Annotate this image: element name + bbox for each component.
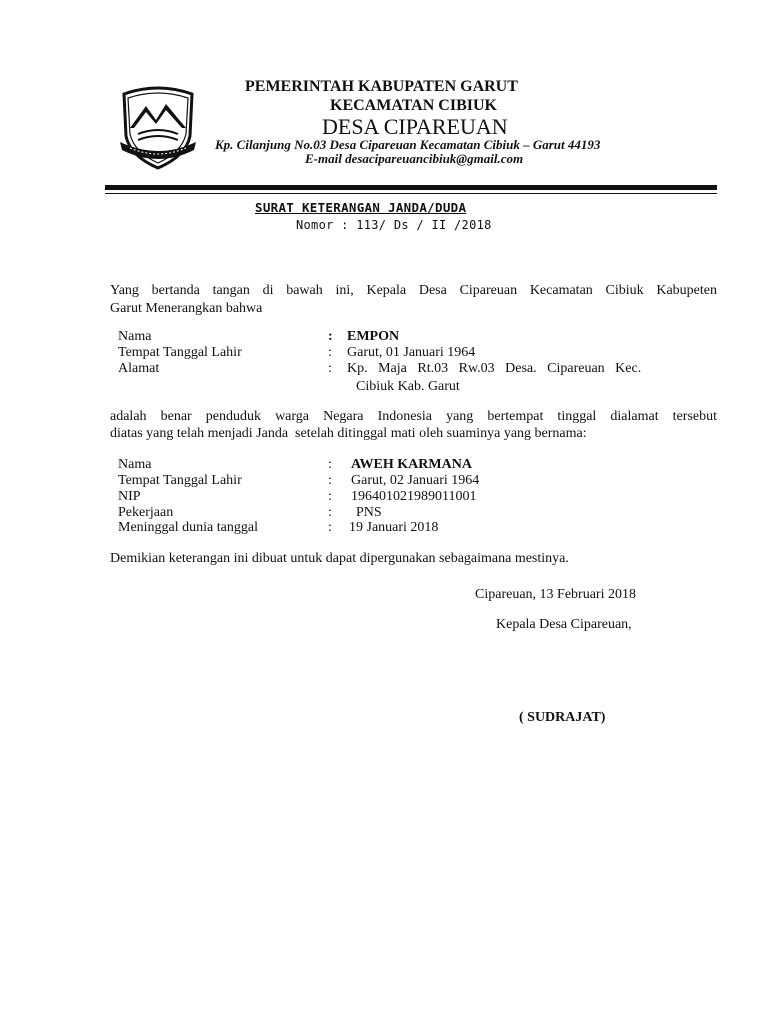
spouse-job-label: Pekerjaan bbox=[118, 505, 174, 520]
spouse-name-colon: : bbox=[328, 457, 332, 472]
document-title: SURAT KETERANGAN JANDA/DUDA bbox=[255, 200, 467, 215]
person-birth-colon: : bbox=[328, 345, 332, 360]
spouse-job-value: PNS bbox=[356, 505, 382, 520]
letterhead-village: DESA CIPAREUAN bbox=[322, 114, 508, 139]
person-address-value-line2: Cibiuk Kab. Garut bbox=[356, 379, 460, 394]
statement-line-1: adalah benar penduduk warga Negara Indonesia yang bertempat tinggal dialamat tersebut bbox=[110, 409, 717, 424]
letterhead-address: Kp. Cilanjung No.03 Desa Cipareuan Kecamatan Cibiuk – Garut 44193 bbox=[215, 137, 601, 152]
garut-regency-emblem-icon bbox=[116, 84, 200, 170]
letterhead-email: E-mail desacipareuancibiuk@gmail.com bbox=[305, 151, 524, 166]
spouse-nip-colon: : bbox=[328, 489, 332, 504]
intro-line-2: Garut Menerangkan bahwa bbox=[110, 301, 263, 316]
letterhead-government: PEMERINTAH KABUPATEN GARUT bbox=[245, 78, 518, 95]
spouse-death-label: Meninggal dunia tanggal bbox=[118, 520, 258, 535]
letterhead-district: KECAMATAN CIBIUK bbox=[330, 97, 497, 114]
person-name-colon: : bbox=[328, 329, 333, 344]
spouse-birth-label: Tempat Tanggal Lahir bbox=[118, 473, 242, 488]
person-name-value: EMPON bbox=[347, 329, 400, 344]
letterhead-divider-thin bbox=[105, 193, 717, 194]
person-birth-value: Garut, 01 Januari 1964 bbox=[347, 345, 476, 360]
person-address-label: Alamat bbox=[118, 361, 160, 376]
signature-position: Kepala Desa Cipareuan, bbox=[496, 617, 632, 632]
spouse-nip-value: 196401021989011001 bbox=[351, 489, 477, 504]
person-address-value-line1: Kp. Maja Rt.03 Rw.03 Desa. Cipareuan Kec. bbox=[347, 361, 642, 376]
spouse-death-value: 19 Januari 2018 bbox=[349, 520, 439, 535]
spouse-death-colon: : bbox=[328, 520, 332, 535]
signature-name: ( SUDRAJAT) bbox=[519, 710, 606, 725]
signature-place-date: Cipareuan, 13 Februari 2018 bbox=[475, 587, 636, 602]
closing-statement: Demikian keterangan ini dibuat untuk dapat dipergunakan sebagaimana mestinya. bbox=[110, 551, 569, 566]
spouse-birth-colon: : bbox=[328, 473, 332, 488]
spouse-nip-label: NIP bbox=[118, 489, 141, 504]
spouse-job-colon: : bbox=[328, 505, 332, 520]
person-address-colon: : bbox=[328, 361, 332, 376]
intro-line-1: Yang bertanda tangan di bawah ini, Kepala Desa Cipareuan Kecamatan Cibiuk Kabupeten bbox=[110, 283, 717, 298]
letterhead-divider-thick bbox=[105, 185, 717, 190]
spouse-name-label: Nama bbox=[118, 457, 152, 472]
statement-line-2: diatas yang telah menjadi Janda setelah ditinggal mati oleh suaminya yang bernama: bbox=[110, 426, 587, 441]
spouse-name-value: AWEH KARMANA bbox=[351, 457, 472, 472]
spouse-birth-value: Garut, 02 Januari 1964 bbox=[351, 473, 480, 488]
person-birth-label: Tempat Tanggal Lahir bbox=[118, 345, 242, 360]
document-number: Nomor : 113/ Ds / II /2018 bbox=[296, 218, 492, 232]
person-name-label: Nama bbox=[118, 329, 152, 344]
